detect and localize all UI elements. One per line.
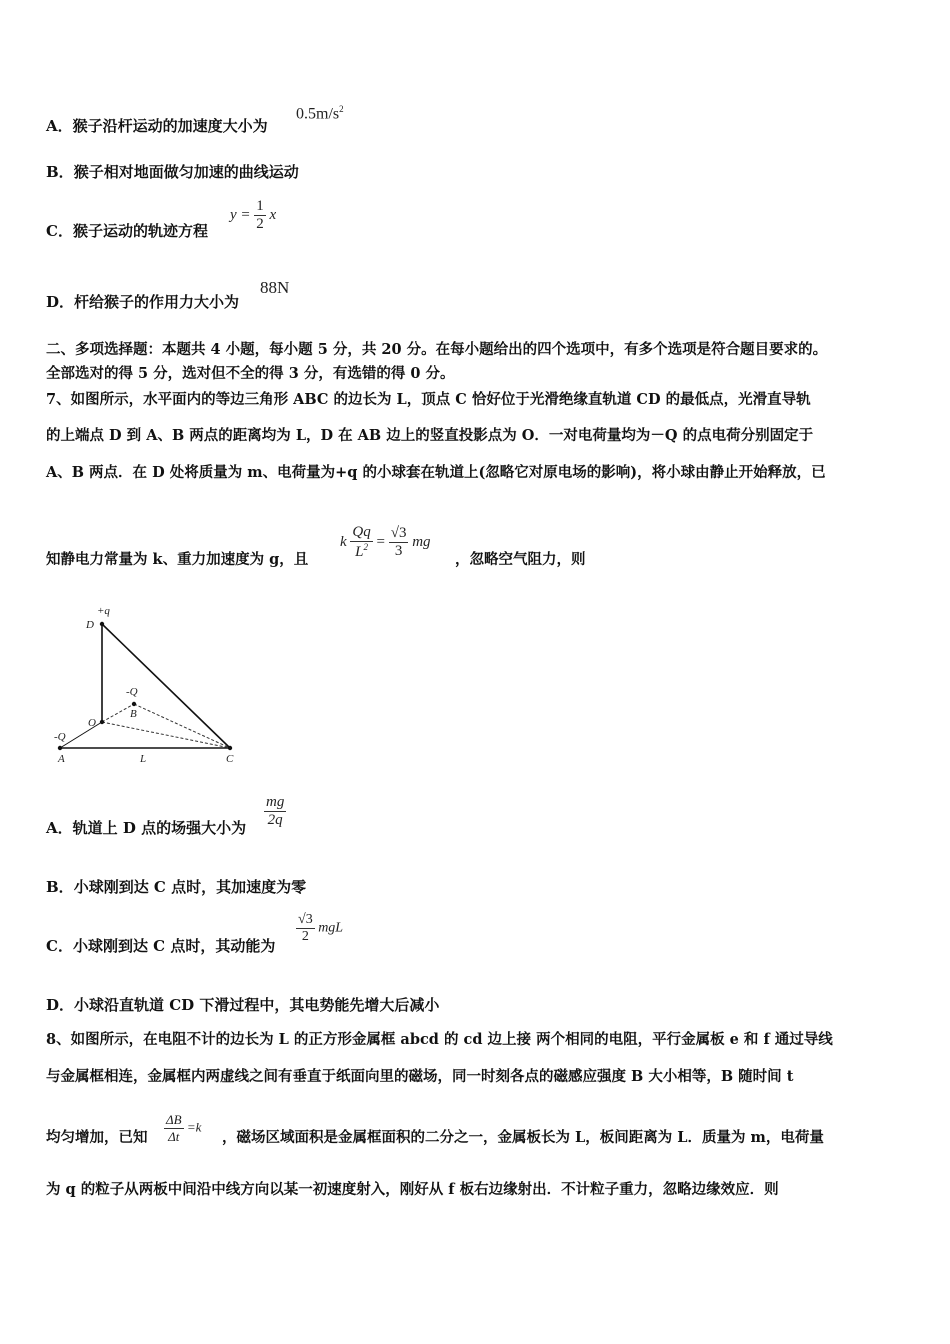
option-label: D． — [46, 996, 75, 1014]
option-text: 小球刚到达 C 点时，其加速度为零 — [73, 878, 307, 896]
edge-oc — [102, 722, 230, 748]
fraction: $\frac{\Delta B}{\Delta t}$ — [166, 1112, 182, 1144]
edge-dc — [102, 624, 230, 748]
q6-d-formula: 88N — [260, 278, 290, 297]
fraction: $\frac{Qq}{L^2}$ — [352, 524, 371, 560]
label-a: A — [58, 753, 65, 765]
q8-stem-line3a: 均匀增加，已知 — [46, 1129, 148, 1146]
option-label: C． — [46, 937, 73, 955]
label-d: D — [86, 619, 94, 631]
q7-stem-line4b: ，忽略空气阻力，则 — [455, 551, 586, 568]
label-charge-a: -Q — [54, 731, 66, 743]
q7-stem-line4a: 知静电力常量为 k、重力加速度为 g，且 — [46, 551, 309, 568]
q7-stem-line2: 的上端点 D 到 A、B 两点的距离均为 L，D 在 AB 边上的竖直投影点为 O．一对电荷量均为－Q 的点电荷分别固定于 — [46, 427, 814, 444]
point-a — [58, 746, 62, 750]
option-label: A． — [46, 117, 73, 135]
q7-option-a — [46, 818, 246, 838]
point-o — [100, 720, 104, 724]
fraction: $\frac{√3}{2}$ — [298, 912, 313, 944]
option-text: 轨道上 D 点的场强大小为 — [72, 819, 247, 837]
section-heading-line2: 全部选对的得 5 分，选对但不全的得 3 分，有选错的得 0 分。 — [46, 365, 455, 382]
section-heading-line1: 二、多项选择题：本题共 4 小题，每小题 5 分，共 20 分。在每小题给出的四个选项中，有多个选项是符合题目要求的。 — [46, 341, 828, 358]
q6-option-b — [46, 162, 299, 182]
option-text: 猴子运动的轨迹方程 — [72, 222, 208, 240]
q7-option-b — [46, 877, 306, 897]
label-charge-d: +q — [97, 605, 110, 617]
option-label: D． — [46, 293, 75, 311]
q6-option-a — [46, 116, 268, 136]
point-c — [228, 746, 232, 750]
q8-stem-line4: 为 q 的粒子从两板中间沿中线方向以某一初速度射入，刚好从 f 板右边缘射出．不计粒子重力，忽略边缘效应．则 — [46, 1181, 779, 1198]
q7-stem-line1: 7、如图所示，水平面内的等边三角形 ABC 的边长为 L，顶点 C 恰好位于光滑绝缘直轨道 CD 的最低点，光滑直导轨 — [46, 391, 811, 408]
formula-y: y = — [230, 206, 251, 223]
point-b — [132, 702, 136, 706]
q7-option-d — [46, 995, 439, 1015]
option-text: 小球刚到达 C 点时，其动能为 — [72, 937, 276, 955]
q7-c-formula: $\frac{√3}{2}$ mgL — [298, 912, 344, 944]
label-length: L — [140, 753, 147, 765]
option-text: 杆给猴子的作用力大小为 — [74, 293, 240, 311]
option-label: B． — [46, 163, 74, 181]
q6-option-c — [46, 221, 208, 241]
label-c: C — [226, 753, 234, 765]
option-label: A． — [46, 819, 73, 837]
q7-given-formula: k $\frac{Qq}{L^2}$ = $\frac{√3}{3}$ mg — [340, 524, 431, 560]
q6-option-d — [46, 292, 239, 312]
option-label: B． — [46, 878, 74, 896]
q8-stem-line3b: ，磁场区域面积是金属框面积的二分之一，金属板长为 L，板间距离为 L．质量为 m，电荷量 — [222, 1129, 824, 1146]
fraction: $\frac{mg}{2q}$ — [266, 794, 285, 828]
q6-c-formula — [230, 198, 276, 233]
q6-a-formula: $0.5m/s^2$ — [296, 104, 344, 123]
formula-text: 0.5m/s — [296, 105, 340, 123]
q8-stem-line2: 与金属框相连，金属框内两虚线之间有垂直于纸面向里的磁场，同一时刻各点的磁感应强度 B 大小相等，B 随时间 t — [46, 1068, 794, 1085]
fraction: $\frac{√3}{3}$ — [390, 525, 407, 559]
option-text: 猴子相对地面做匀加速的曲线运动 — [73, 163, 299, 181]
formula-x: x — [269, 206, 277, 223]
q7-a-formula — [264, 794, 286, 829]
edge-bc — [134, 704, 230, 748]
q7-option-c — [46, 936, 275, 956]
triangle-diagram — [40, 600, 250, 770]
label-o: O — [88, 717, 96, 729]
q8-given-formula: $\frac{\Delta B}{\Delta t}$ =k — [166, 1112, 202, 1144]
label-charge-b: -Q — [126, 686, 138, 698]
point-d — [100, 622, 104, 626]
option-label: C． — [46, 222, 73, 240]
fraction: $\frac{1}{2}$ — [256, 198, 264, 232]
option-text: 小球沿直轨道 CD 下滑过程中，其电势能先增大后减小 — [74, 996, 440, 1014]
option-text: 猴子沿杆运动的加速度大小为 — [72, 117, 268, 135]
label-b: B — [130, 708, 137, 720]
q8-stem-line1: 8、如图所示，在电阻不计的边长为 L 的正方形金属框 abcd 的 cd 边上接 两个相同的电阻，平行金属板 e 和 f 通过导线 — [46, 1031, 833, 1048]
q7-stem-line3: A、B 两点．在 D 处将质量为 m、电荷量为+q 的小球套在轨道上(忽略它对原电场的影响)，将小球由静止开始释放，已 — [46, 464, 826, 481]
